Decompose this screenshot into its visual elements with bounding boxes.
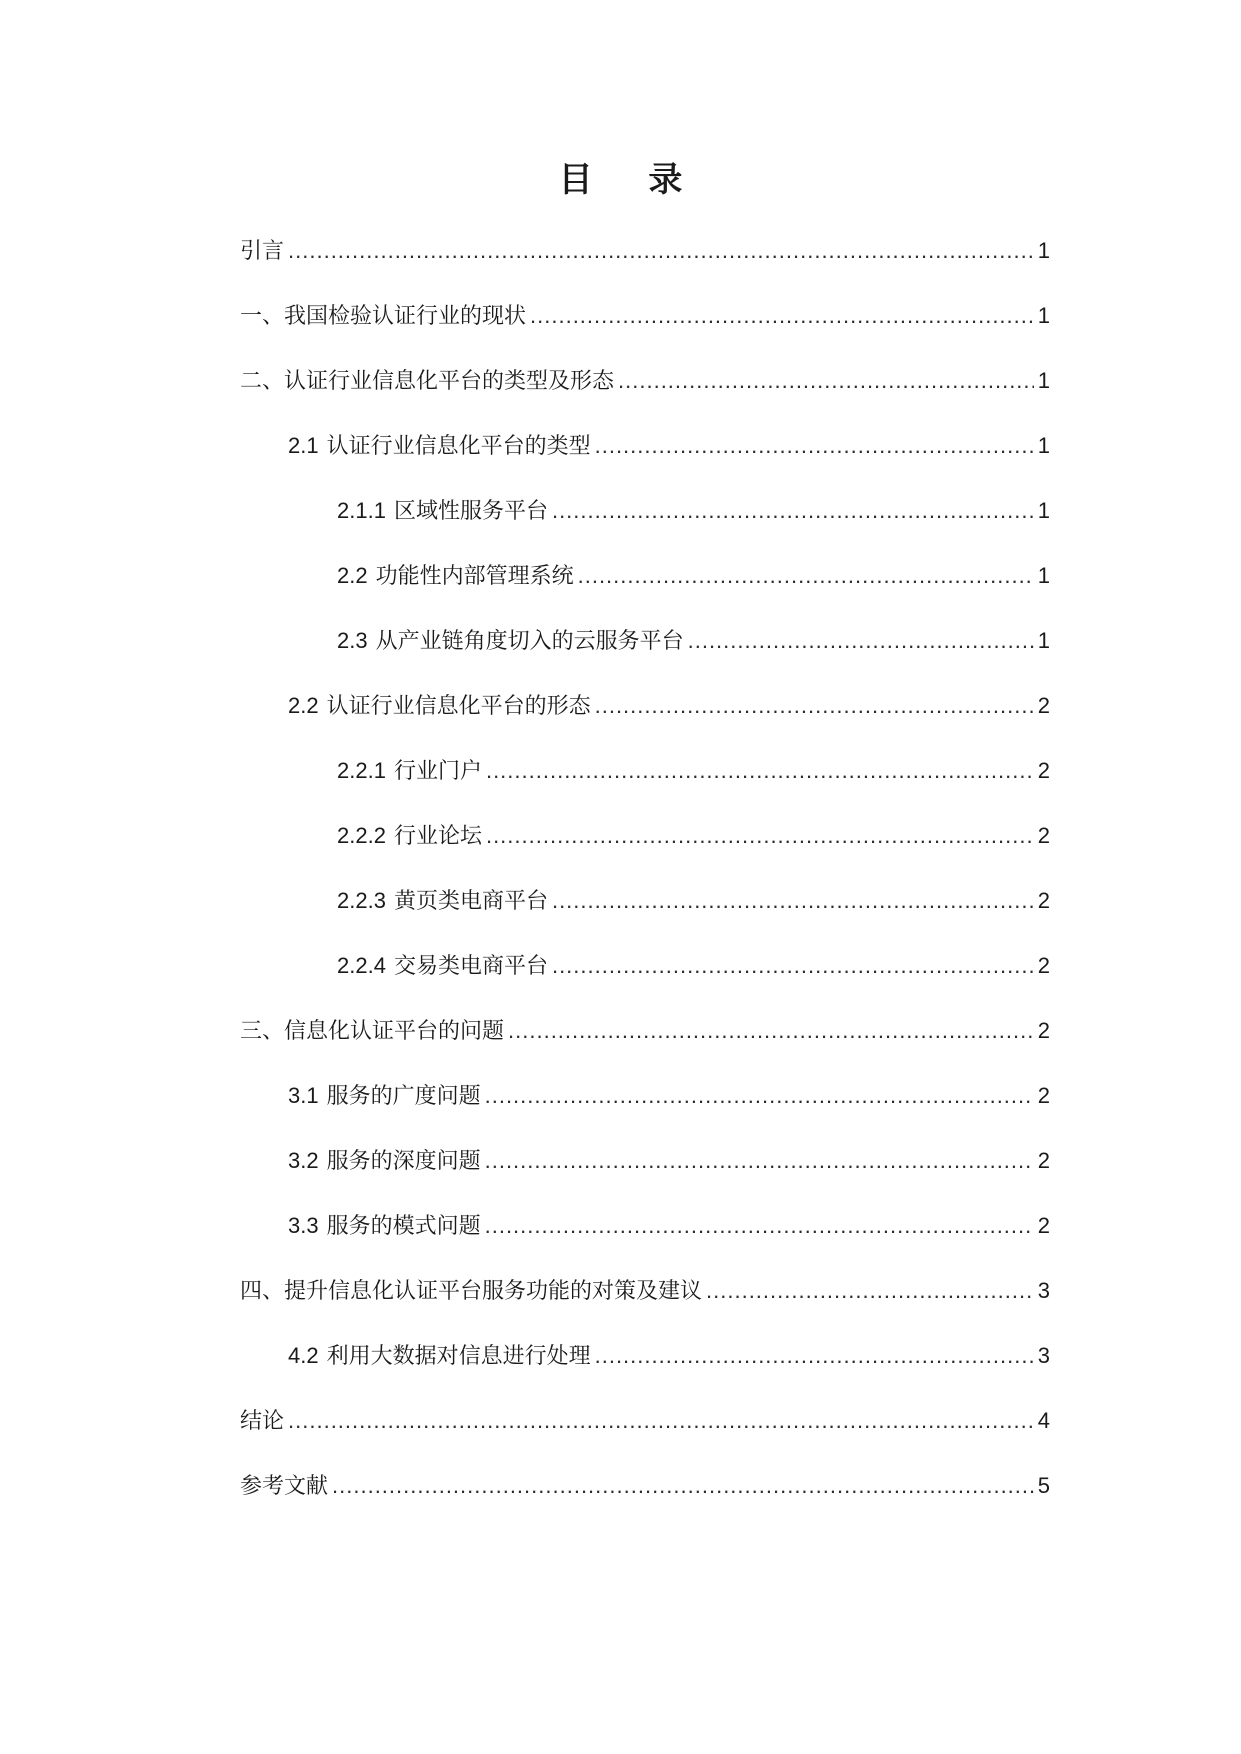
- toc-entry-title: 四、提升信息化认证平台服务功能的对策及建议: [240, 1279, 703, 1304]
- toc-entry-title: 结论: [240, 1409, 285, 1434]
- toc-entry-number: 2.2.1: [337, 758, 386, 783]
- toc-entry-title: 功能性内部管理系统: [375, 564, 574, 589]
- toc-entry-title: 认证行业信息化平台的形态: [326, 694, 591, 719]
- toc-entry-title: 利用大数据对信息进行处理: [326, 1344, 591, 1369]
- toc-entry[interactable]: [240, 821, 1050, 886]
- toc-dot-leader: [288, 1406, 1034, 1436]
- toc-entry-number: 3.3: [288, 1213, 319, 1238]
- toc-entry-page-number: 2: [1037, 888, 1050, 913]
- toc-entry[interactable]: [240, 626, 1050, 691]
- toc-entry-page-number: 2: [1037, 1213, 1050, 1238]
- toc-entry-number: 3.2: [288, 1148, 319, 1173]
- toc-entry[interactable]: [240, 1016, 1050, 1081]
- toc-entry-title: 行业论坛: [393, 824, 482, 849]
- toc-entry-page-number: 1: [1037, 303, 1050, 328]
- toc-dot-leader: [706, 1276, 1034, 1306]
- toc-entry[interactable]: [240, 886, 1050, 951]
- toc-entry[interactable]: [240, 1081, 1050, 1146]
- toc-entry[interactable]: [240, 1146, 1050, 1211]
- toc-entry-title: 区域性服务平台: [393, 499, 548, 524]
- toc-entry[interactable]: [240, 431, 1050, 496]
- toc-dot-leader: [595, 431, 1034, 461]
- toc-entry-page-number: 2: [1037, 1018, 1050, 1043]
- toc-entry-title: 引言: [240, 239, 285, 264]
- toc-dot-leader: [595, 691, 1034, 721]
- toc-entry[interactable]: [240, 1211, 1050, 1276]
- toc-dot-leader: [530, 301, 1034, 331]
- toc-list: [240, 236, 1050, 1536]
- toc-entry-page-number: 2: [1037, 1083, 1050, 1108]
- toc-entry-number: 2.3: [337, 628, 368, 653]
- toc-dot-leader: [485, 1146, 1034, 1176]
- toc-entry-number: 2.1.1: [337, 498, 386, 523]
- toc-entry-page-number: 3: [1037, 1343, 1050, 1368]
- toc-entry-page-number: 3: [1037, 1278, 1050, 1303]
- toc-entry-title: 服务的广度问题: [326, 1084, 481, 1109]
- toc-title: 目 录: [558, 160, 705, 200]
- toc-dot-leader: [485, 1081, 1034, 1111]
- toc-dot-leader: [486, 821, 1034, 851]
- toc-entry-title: 二、认证行业信息化平台的类型及形态: [240, 369, 615, 394]
- toc-dot-leader: [486, 756, 1034, 786]
- toc-entry-page-number: 1: [1037, 238, 1050, 263]
- toc-entry-number: 2.2.2: [337, 823, 386, 848]
- toc-entry-page-number: 1: [1037, 563, 1050, 588]
- toc-entry-number: 2.1: [288, 433, 319, 458]
- toc-entry-title: 行业门户: [393, 759, 482, 784]
- toc-entry[interactable]: [240, 1471, 1050, 1536]
- toc-entry-title: 三、信息化认证平台的问题: [240, 1019, 505, 1044]
- toc-dot-leader: [552, 951, 1034, 981]
- toc-entry-title: 一、我国检验认证行业的现状: [240, 304, 527, 329]
- toc-entry-number: 2.2.4: [337, 953, 386, 978]
- toc-entry-page-number: 2: [1037, 823, 1050, 848]
- toc-entry[interactable]: [240, 951, 1050, 1016]
- toc-dot-leader: [552, 496, 1034, 526]
- toc-dot-leader: [485, 1211, 1034, 1241]
- toc-entry-page-number: 5: [1037, 1473, 1050, 1498]
- toc-entry[interactable]: [240, 561, 1050, 626]
- toc-entry-title: 服务的深度问题: [326, 1149, 481, 1174]
- toc-dot-leader: [595, 1341, 1034, 1371]
- toc-entry-number: 2.2.3: [337, 888, 386, 913]
- toc-entry-page-number: 2: [1037, 758, 1050, 783]
- toc-dot-leader: [688, 626, 1034, 656]
- toc-entry[interactable]: [240, 1341, 1050, 1406]
- toc-entry[interactable]: [240, 366, 1050, 431]
- toc-entry-page-number: 4: [1037, 1408, 1050, 1433]
- toc-entry-title: 参考文献: [240, 1474, 329, 1499]
- toc-entry-title: 黄页类电商平台: [393, 889, 548, 914]
- toc-dot-leader: [332, 1471, 1034, 1501]
- toc-entry-number: 4.2: [288, 1343, 319, 1368]
- toc-entry-page-number: 1: [1037, 498, 1050, 523]
- toc-entry-number: 3.1: [288, 1083, 319, 1108]
- toc-entry[interactable]: [240, 756, 1050, 821]
- toc-entry-page-number: 2: [1037, 1148, 1050, 1173]
- toc-entry-title: 认证行业信息化平台的类型: [326, 434, 591, 459]
- toc-entry[interactable]: [240, 1406, 1050, 1471]
- toc-dot-leader: [552, 886, 1034, 916]
- toc-dot-leader: [288, 236, 1034, 266]
- toc-entry-number: 2.2: [288, 693, 319, 718]
- toc-entry[interactable]: [240, 1276, 1050, 1341]
- toc-entry-page-number: 1: [1037, 368, 1050, 393]
- toc-entry[interactable]: [240, 301, 1050, 366]
- toc-entry-title: 交易类电商平台: [393, 954, 548, 979]
- toc-entry-page-number: 2: [1037, 953, 1050, 978]
- toc-entry-title: 从产业链角度切入的云服务平台: [375, 629, 684, 654]
- toc-entry-title: 服务的模式问题: [326, 1214, 481, 1239]
- toc-dot-leader: [578, 561, 1034, 591]
- toc-entry-page-number: 1: [1037, 433, 1050, 458]
- toc-entry-page-number: 2: [1037, 693, 1050, 718]
- toc-entry-page-number: 1: [1037, 628, 1050, 653]
- toc-dot-leader: [618, 366, 1034, 396]
- toc-dot-leader: [508, 1016, 1034, 1046]
- toc-entry[interactable]: [240, 691, 1050, 756]
- toc-entry[interactable]: [240, 496, 1050, 561]
- toc-entry-number: 2.2: [337, 563, 368, 588]
- toc-entry[interactable]: [240, 236, 1050, 301]
